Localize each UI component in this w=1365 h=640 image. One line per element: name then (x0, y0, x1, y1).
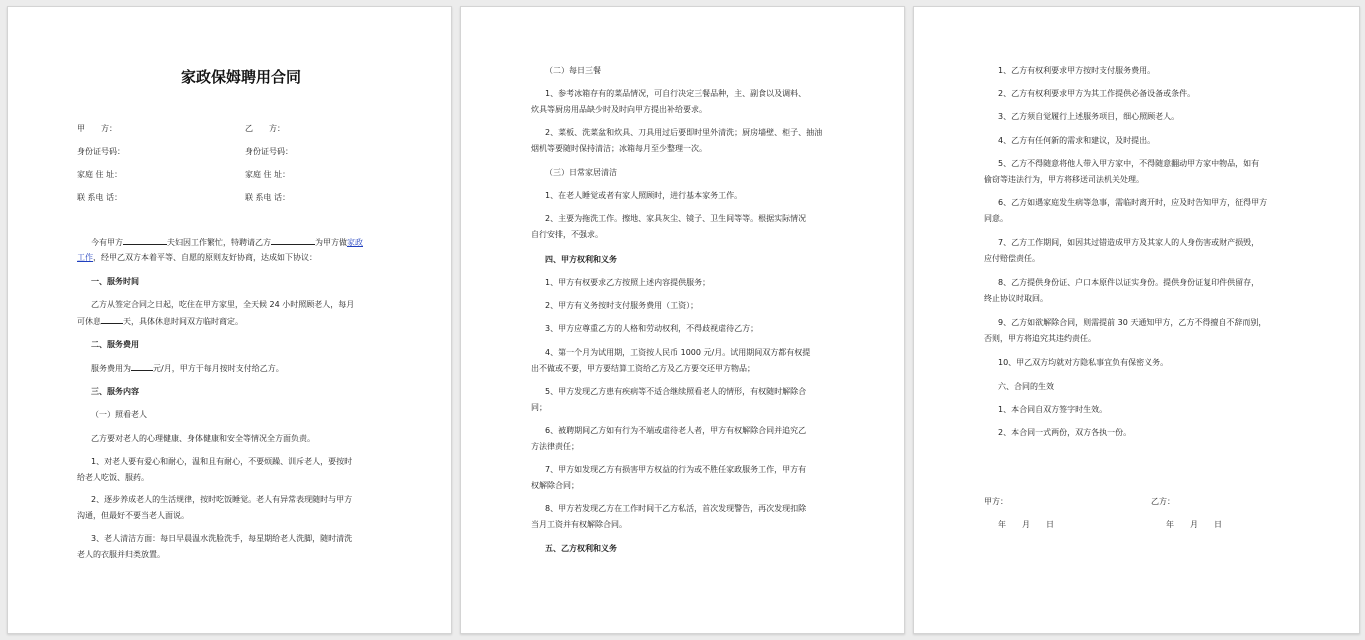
paragraph-line (91, 362, 284, 374)
paragraph-line: 当月工资并有权解除合同。 (531, 520, 627, 529)
rest-text-b: 天，具体休息时间双方临时商定。 (123, 317, 243, 326)
paragraph-line: 炊具等厨房用品缺少时及时向甲方提出补给要求。 (531, 105, 707, 114)
paragraph-line: 同意。 (984, 214, 1008, 223)
paragraph-line: 3、老人清洁方面：每日早晨温水洗脸洗手，每星期给老人洗脚，随时清洗 (91, 534, 353, 543)
paragraph-line: 1、甲方有权要求乙方按照上述内容提供服务； (545, 278, 711, 287)
section-heading-service-content: 三、服务内容 (91, 387, 139, 396)
paragraph-line: 5、乙方不得随意将他人带入甲方家中，不得随意翻动甲方家中物品，如有 (998, 159, 1260, 168)
intro-text-d: ，经甲乙双方本着平等、自愿的原则友好协商，达成如下协议： (93, 253, 317, 262)
subsection-heading: （三）日常家居清洁 (545, 168, 617, 177)
paragraph-line: 2、本合同一式两份，双方各执一份。 (998, 428, 1132, 437)
paragraph-line: 5、甲方发现乙方患有疾病等不适合继续照看老人的情形，有权随时解除合 (545, 387, 807, 396)
paragraph-line: 1、本合同自双方签字时生效。 (998, 405, 1108, 414)
paragraph-line: 7、甲方如发现乙方有损害甲方权益的行为或不胜任家政服务工作，甲方有 (545, 465, 807, 474)
paragraph-line: 7、乙方工作期间，如因其过错造成甲方及其家人的人身伤害或财产损毁， (998, 238, 1260, 247)
paragraph-line: 8、甲方若发现乙方在工作时间干乙方私活，首次发现警告，再次发现扣除 (545, 504, 807, 513)
section-heading-party-b-rights: 五、乙方权利和义务 (545, 544, 617, 553)
paragraph-line: 应付赔偿责任。 (984, 254, 1040, 263)
signature-party-a-label: 甲方： (984, 497, 1008, 506)
phone-a-label: 联 系电 话： (77, 193, 123, 202)
party-b-label: 乙 方： (245, 124, 285, 133)
address-a-label: 家庭 住 址： (77, 170, 123, 179)
phone-b-label: 联 系电 话： (245, 193, 291, 202)
paragraph-line: 10、甲乙双方均就对方隐私事宜负有保密义务。 (998, 358, 1169, 367)
section-heading-party-a-rights: 四、甲方权利和义务 (545, 255, 617, 264)
section-heading-effect: 六、合同的生效 (998, 382, 1054, 391)
paragraph-line: 6、被聘期间乙方如有行为不端或虐待老人者，甲方有权解除合同并追究乙 (545, 426, 807, 435)
intro-line-1 (91, 236, 363, 248)
paragraph-line: 权解除合同； (531, 481, 579, 490)
paragraph-line: 沟通，但最好不要当老人面说。 (77, 511, 189, 520)
paragraph-line (77, 315, 243, 327)
party-a-label: 甲 方： (77, 124, 117, 133)
blank-field[interactable] (101, 315, 123, 324)
paragraph-line: 烟机等要随时保持清洁；冰箱每月至少整理一次。 (531, 144, 707, 153)
paragraph-line: 8、乙方提供身份证、户口本原件以证实身份。提供身份证复印件供留存， (998, 278, 1260, 287)
paragraph-line: 1、参考冰箱存有的菜品情况，可自行决定三餐品种，主、副食以及调料、 (545, 89, 807, 98)
document-page-1 (7, 6, 452, 634)
paragraph-line: 3、甲方应尊重乙方的人格和劳动权利，不得歧视虐待乙方； (545, 324, 759, 333)
section-heading-service-fee: 二、服务费用 (91, 340, 139, 349)
subsection-heading: （二）每日三餐 (545, 66, 601, 75)
id-b-label: 身份证号码： (245, 147, 293, 156)
housekeeping-link[interactable]: 家政 (347, 238, 363, 247)
paragraph-line: 2、乙方有权利要求甲方为其工作提供必备设备或条件。 (998, 89, 1196, 98)
document-page-3 (913, 6, 1360, 634)
paragraph-line: 1、乙方有权利要求甲方按时支付服务费用。 (998, 66, 1156, 75)
blank-field[interactable] (131, 362, 153, 371)
paragraph-line: 1、在老人睡觉或者有家人照顾时，进行基本家务工作。 (545, 191, 743, 200)
paragraph-line: 老人的衣服并归类放置。 (77, 550, 165, 559)
intro-text-a: 今有甲方 (91, 238, 123, 247)
blank-field[interactable] (271, 236, 315, 245)
date-party-a: 年 月 日 (998, 520, 1054, 529)
intro-text-b: 夫妇因工作繁忙，特聘请乙方 (167, 238, 271, 247)
paragraph-line: 给老人吃饭、服药。 (77, 473, 149, 482)
intro-text-c: 为甲方做 (315, 238, 347, 247)
paragraph-line: 方法律责任； (531, 442, 579, 451)
blank-field[interactable] (123, 236, 167, 245)
paragraph-line: 出不做或不要，甲方要结算工资给乙方及乙方要交还甲方物品； (531, 364, 755, 373)
paragraph-line: 2、主要为拖洗工作。擦地、家具灰尘、镜子、卫生间等等。根据实际情况 (545, 214, 807, 223)
paragraph-line: 偷窃等违法行为，甲方将移送司法机关处理。 (984, 175, 1144, 184)
section-heading-service-time: 一、服务时间 (91, 277, 139, 286)
signature-party-b-label: 乙方： (1151, 497, 1175, 506)
paragraph-line: 乙方要对老人的心理健康、身体健康和安全等情况全方面负责。 (91, 434, 315, 443)
rest-text-a: 可休息 (77, 317, 101, 326)
id-a-label: 身份证号码： (77, 147, 125, 156)
paragraph-line: 9、乙方如欲解除合同，则需提前 30 天通知甲方，乙方不得擅自不辞而别， (998, 318, 1267, 327)
contract-title: 家政保姆聘用合同 (181, 68, 302, 86)
document-page-2 (460, 6, 905, 634)
paragraph-line: 6、乙方如遇家庭发生病等急事，需临时离开时，应及时告知甲方，征得甲方 (998, 198, 1268, 207)
paragraph-line: 终止协议时取回。 (984, 294, 1048, 303)
fee-text-a: 服务费用为 (91, 364, 131, 373)
fee-text-b: 元/月，甲方于每月按时支付给乙方。 (153, 364, 284, 373)
paragraph-line: 3、乙方须自觉履行上述服务项目，细心照顾老人。 (998, 112, 1180, 121)
paragraph-line: 乙方从签定合同之日起，吃住在甲方家里，全天候 24 小时照顾老人，每月 (91, 300, 355, 309)
paragraph-line: 1、对老人要有爱心和耐心，温和且有耐心，不要烦躁、训斥老人，要按时 (91, 457, 353, 466)
subsection-heading: （一）照看老人 (91, 410, 147, 419)
paragraph-line: 2、甲方有义务按时支付服务费用（工资）； (545, 301, 699, 310)
paragraph-line: 否则，甲方将追究其违约责任。 (984, 334, 1096, 343)
intro-line-2 (77, 252, 317, 263)
work-link[interactable]: 工作 (77, 253, 93, 262)
date-party-b: 年 月 日 (1166, 520, 1222, 529)
paragraph-line: 2、逐步养成老人的生活规律，按时吃饭睡觉。老人有异常表现随时与甲方 (91, 495, 353, 504)
paragraph-line: 4、第一个月为试用期，工资按人民币 1000 元/月。试用期间双方都有权提 (545, 348, 811, 357)
paragraph-line: 2、菜板、洗菜盆和炊具、刀具用过后要即时里外清洗；厨房墙壁、柜子、抽油 (545, 128, 823, 137)
paragraph-line: 4、乙方有任何新的需求和建议，及时提出。 (998, 136, 1156, 145)
paragraph-line: 自行安排，不强求。 (531, 230, 603, 239)
address-b-label: 家庭 住 址： (245, 170, 291, 179)
paragraph-line: 同； (531, 403, 547, 412)
